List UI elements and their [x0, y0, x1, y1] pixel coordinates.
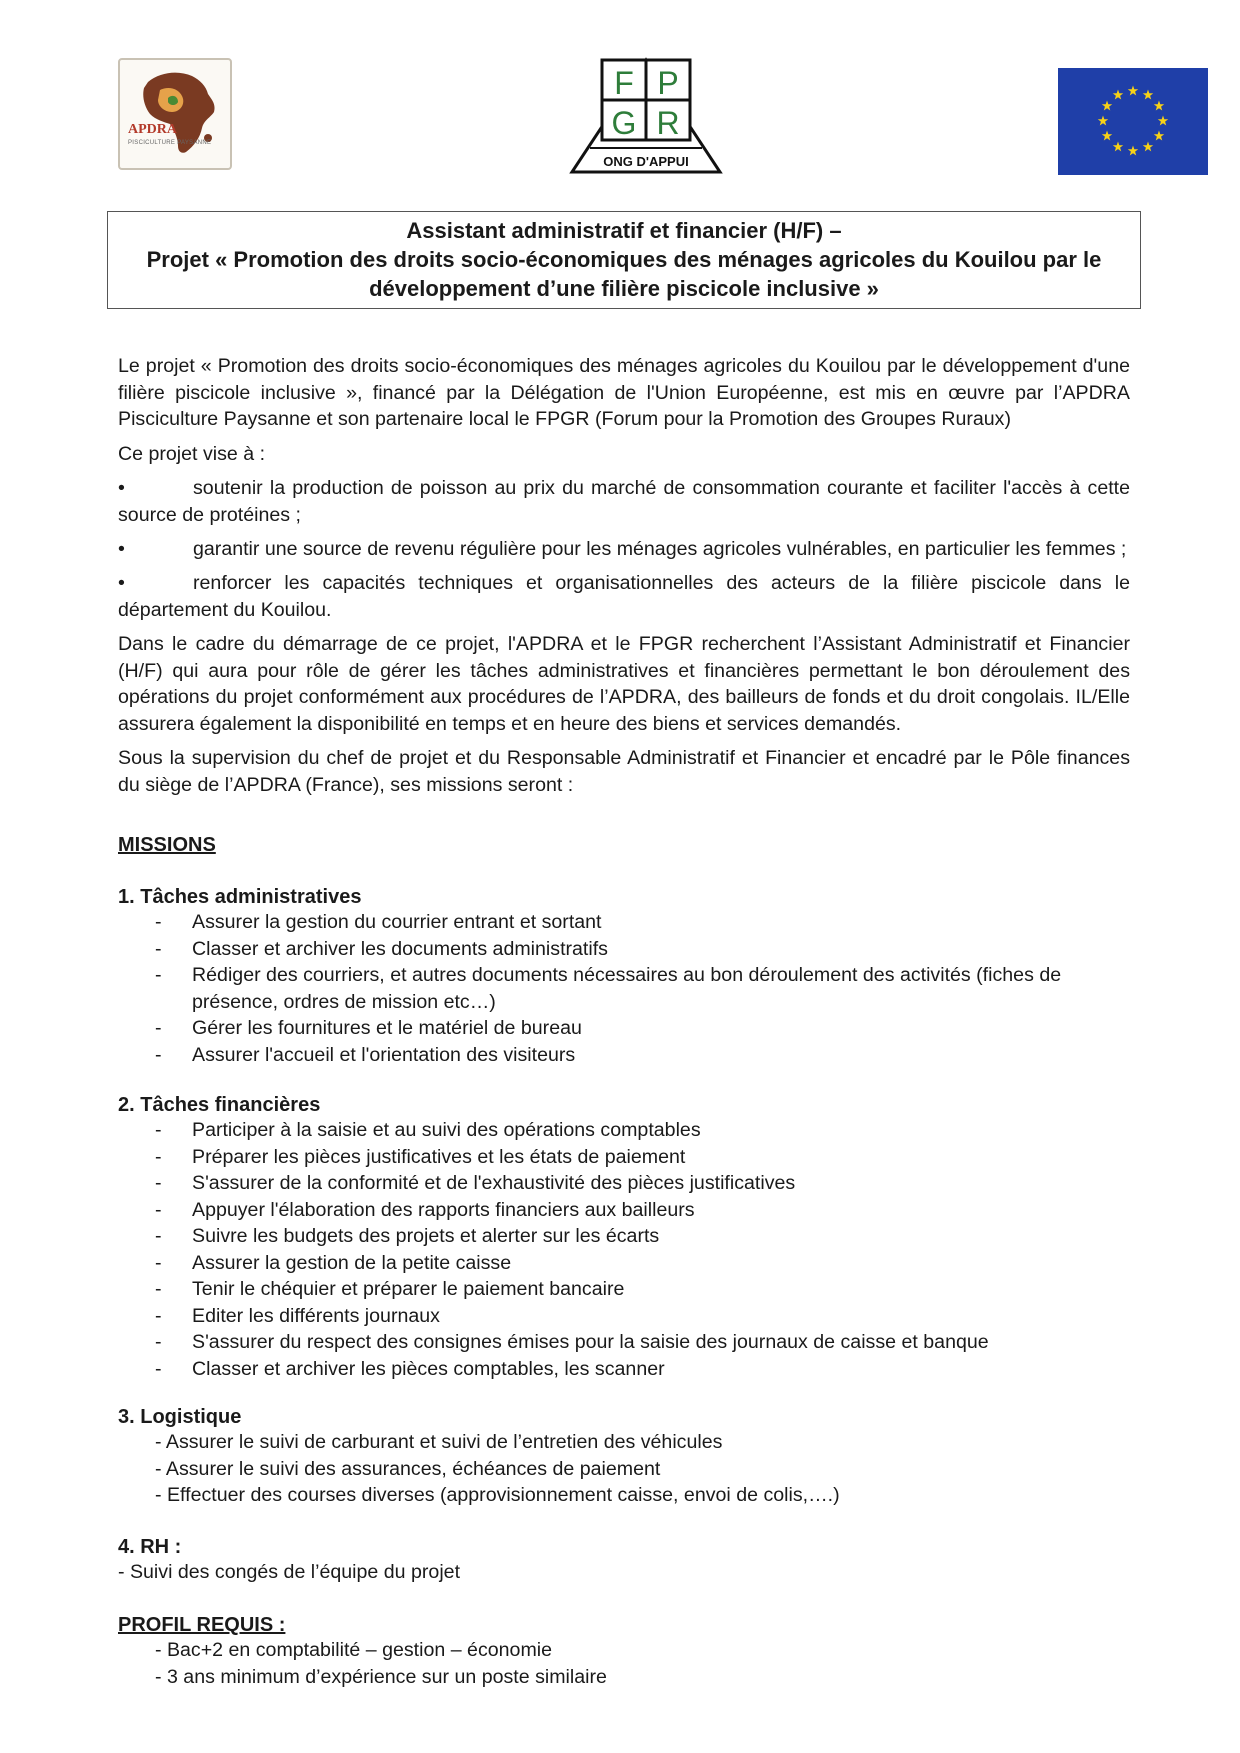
- objective-text: garantir une source de revenu régulière pour les ménages agricoles vulnérables, en particulier les femmes ;: [193, 538, 1127, 560]
- project-title-line1: Projet « Promotion des droits socio-économiques des ménages agricoles du Kouilou par le: [146, 247, 1102, 272]
- list-item: - Assurer l'accueil et l'orientation des visiteurs: [155, 1043, 576, 1066]
- list-item: - Appuyer l'élaboration des rapports financiers aux bailleurs: [155, 1198, 695, 1221]
- section-title-hr: 4. RH :: [118, 1536, 182, 1558]
- list-item: - Editer les différents journaux: [155, 1304, 440, 1327]
- list-item: - Assurer le suivi des assurances, échéances de paiement: [155, 1457, 661, 1480]
- fpgr-triangle-icon: [566, 56, 726, 178]
- hr-task-list: [118, 1559, 460, 1586]
- list-item: - Assurer la gestion de la petite caisse: [155, 1251, 512, 1274]
- list-item: - Gérer les fournitures et le matériel de bureau: [155, 1017, 582, 1039]
- list-item: - Rédiger des courriers, et autres documents nécessaires au bon déroulement des activités (fiches de présence, ordres de mission etc…): [155, 964, 1062, 1013]
- section-title-logistics: 3. Logistique: [118, 1406, 242, 1428]
- list-item: - Assurer le suivi de carburant et suivi de l’entretien des véhicules: [155, 1431, 723, 1453]
- fpgr-caption: ONG D'APPUI: [603, 154, 689, 169]
- objective-bullet: [118, 475, 1130, 528]
- bullet-symbol: •: [118, 572, 125, 594]
- list-item: - Bac+2 en comptabilité – gestion – économie: [155, 1639, 553, 1661]
- africa-map-icon: [120, 60, 230, 168]
- list-item: - Assurer la gestion du courrier entrant et sortant: [155, 911, 602, 933]
- objective-text: soutenir la production de poisson au prix du marché de consommation courante et faciliter l'accès à cette source de protéines ;: [118, 477, 1130, 526]
- section-title-financial: 2. Tâches financières: [118, 1094, 321, 1116]
- bullet-symbol: •: [118, 538, 125, 560]
- fpgr-letter-g: G: [611, 105, 637, 141]
- list-item: - S'assurer de la conformité et de l'exhaustivité des pièces justificatives: [155, 1172, 796, 1194]
- missions-heading: MISSIONS: [118, 834, 216, 856]
- list-item: - Classer et archiver les documents administratifs: [155, 937, 608, 960]
- administrative-task-list: [155, 909, 1130, 1068]
- list-item: - Préparer les pièces justificatives et les états de paiement: [155, 1145, 686, 1168]
- fpgr-letter-r: R: [656, 105, 680, 141]
- apdra-logo-name: APDRA: [128, 122, 177, 137]
- list-item: - 3 ans minimum d’expérience sur un poste similaire: [155, 1665, 607, 1688]
- context-paragraph: Dans le cadre du démarrage de ce projet, l'APDRA et le FPGR recherchent l’Assistant Administratif et Financier (H/F) qui aura pour rôle de gérer les tâches administratives et financières permettant le bon déroulement des opérations du projet conformément aux procédures de l’APDRA, des bailleurs de fonds et du droit congolais. IL/Elle assurera également la disponibilité en temps et en heure des biens et services demandés.: [118, 633, 1130, 735]
- list-item: - Suivi des congés de l’équipe du projet: [118, 1561, 461, 1583]
- list-item: - Participer à la saisie et au suivi des opérations comptables: [155, 1119, 701, 1141]
- logistics-task-list: [155, 1429, 840, 1509]
- eu-flag-icon: [1058, 68, 1208, 175]
- supervision-paragraph: Sous la supervision du chef de projet et du Responsable Administratif et Financier et encadré par le Pôle finances du siège de l’APDRA (France), ses missions seront :: [118, 747, 1130, 796]
- apdra-logo-tagline: PISCICULTURE PAYSANNE: [128, 140, 212, 146]
- objective-bullet: [118, 570, 1130, 623]
- section-title-administrative: 1. Tâches administratives: [118, 886, 362, 908]
- profile-heading: PROFIL REQUIS :: [118, 1614, 286, 1636]
- objective-bullet: [118, 536, 1130, 563]
- objectives-lead: Ce projet vise à :: [118, 443, 266, 465]
- objective-text: renforcer les capacités techniques et organisationnelles des acteurs de la filière piscicole dans le département du Kouilou.: [118, 572, 1130, 621]
- fpgr-letter-p: P: [657, 65, 679, 101]
- apdra-logo: [118, 58, 232, 170]
- list-item: - S'assurer du respect des consignes émises pour la saisie des journaux de caisse et banque: [155, 1331, 989, 1353]
- job-title: Assistant administratif et financier (H/F) –: [406, 218, 842, 243]
- bullet-symbol: •: [118, 477, 125, 499]
- financial-task-list: [155, 1117, 1130, 1382]
- list-item: - Classer et archiver les pièces comptables, les scanner: [155, 1357, 665, 1380]
- job-title-box: [107, 211, 1141, 309]
- project-title-line2: développement d’une filière piscicole inclusive »: [369, 276, 879, 301]
- list-item: - Suivre les budgets des projets et alerter sur les écarts: [155, 1225, 660, 1247]
- list-item: - Tenir le chéquier et préparer le paiement bancaire: [155, 1278, 625, 1300]
- intro-paragraph: Le projet « Promotion des droits socio-économiques des ménages agricoles du Kouilou par le développement d'une filière piscicole inclusive », financé par la Délégation de l'Union Européenne, est mis en œuvre par l’APDRA Pisciculture Paysanne et son partenaire local le FPGR (Forum pour la Promotion des Groupes Ruraux): [118, 355, 1130, 430]
- fpgr-logo: [566, 56, 726, 178]
- profile-requirements-list: [155, 1637, 607, 1690]
- list-item: - Effectuer des courses diverses (approvisionnement caisse, envoi de colis,….): [155, 1484, 840, 1506]
- fpgr-letter-f: F: [614, 65, 634, 101]
